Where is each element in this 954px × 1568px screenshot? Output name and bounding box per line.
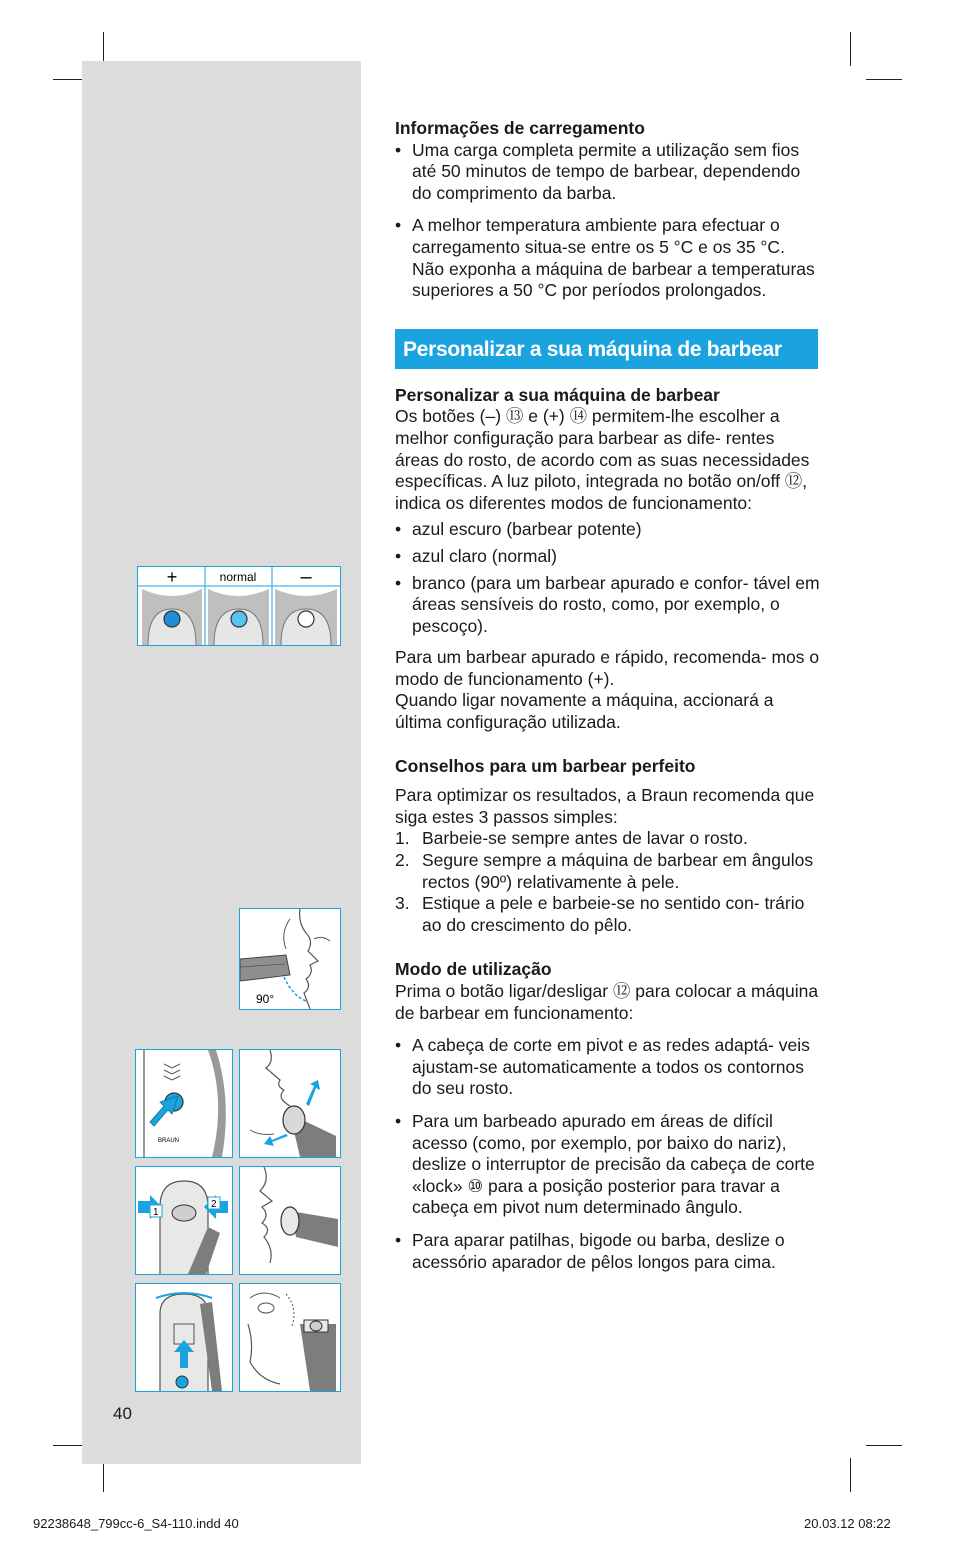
tips-step-number: 2. xyxy=(395,850,410,871)
mode-bullet: • azul claro (normal) xyxy=(395,546,820,568)
usage-bullet: • A cabeça de corte em pivot e as redes adaptá- veis ajustam-se automaticamente a todos os contornos do seu rosto. xyxy=(395,1035,820,1100)
usage-bullet: • Para aparar patilhas, bigode ou barba, deslize o acessório aparador de pêlos longos para cima. xyxy=(395,1230,820,1273)
crop-mark xyxy=(53,1445,82,1446)
lock-switch-figure xyxy=(135,1166,233,1275)
under-nose-figure xyxy=(239,1166,341,1275)
angle-figure xyxy=(239,908,341,1010)
tips-step-text: Segure sempre a máquina de barbear em ângulos rectos (90º) relativamente à pele. xyxy=(422,850,814,892)
tips-intro: Para optimizar os resultados, a Braun recomenda que siga estes 3 passos simples: xyxy=(395,785,815,827)
page-number: 40 xyxy=(113,1404,132,1423)
pivot-face-figure xyxy=(239,1049,341,1158)
usage-intro: Prima o botão ligar/desligar ⑫ para colocar a máquina de barbear em funcionamento: xyxy=(395,981,819,1023)
personalize-paragraph: Quando ligar novamente a máquina, accionará a última configuração utilizada. xyxy=(395,690,774,733)
personalize-paragraph: Para um barbear apurado e rápido, recomenda- mos o modo de funcionamento (+). xyxy=(395,647,820,689)
tips-step-number: 3. xyxy=(395,893,410,914)
footer-filename: 92238648_799cc-6_S4-110.indd 40 xyxy=(33,1516,239,1531)
dark-blue-mode-illustration xyxy=(142,589,202,645)
light-blue-mode-illustration xyxy=(208,589,269,645)
modes-figure xyxy=(137,566,341,646)
tips-step-text: Estique a pele e barbeie-se no sentido con- trário ao do crescimento do pêlo. xyxy=(422,893,805,935)
tips-heading: Conselhos para um barbear perfeito xyxy=(395,755,696,776)
usage-heading: Modo de utilização xyxy=(395,959,552,980)
personalize-banner: Personalizar a sua máquina de barbear xyxy=(395,329,818,369)
main-text-column xyxy=(395,118,820,1273)
crop-mark xyxy=(866,1445,902,1446)
tips-step-text: Barbeie-se sempre antes de lavar o rosto. xyxy=(422,828,748,849)
charging-bullet: • A melhor temperatura ambiente para efectuar o carregamento situa-se entre os 5 °C e os 35 °C. Não exponha a máquina de barbear a temperaturas superiores a 50 °C por períodos prolongados. xyxy=(395,215,820,301)
marker-two: 2 xyxy=(211,1199,217,1210)
normal-label: normal xyxy=(219,570,257,584)
minus-label: – xyxy=(300,567,312,588)
crop-mark xyxy=(850,32,851,66)
trimmer-slide-figure xyxy=(135,1283,233,1392)
charging-heading: Informações de carregamento xyxy=(395,118,645,138)
white-mode-illustration xyxy=(275,589,337,645)
crop-mark xyxy=(850,1458,851,1492)
usage-bullet: • Para um barbeado apurado em áreas de difícil acesso (como, por exemplo, por baixo do nariz), deslize o interruptor de precisão da cabeça de corte «lock» ⑩ para a posição posterior para travar a cabeça em pivot num determinado ângulo. xyxy=(395,1111,820,1219)
angle-label: 90° xyxy=(256,992,275,1006)
marker-one: 1 xyxy=(153,1207,159,1218)
brand-label: BRAUN xyxy=(158,1138,180,1144)
tips-step xyxy=(395,893,820,936)
tips-step-number: 1. xyxy=(395,828,410,849)
tips-step xyxy=(395,828,820,850)
charging-bullet: • Uma carga completa permite a utilização sem fios até 50 minutos de tempo de barbear, dependendo do comprimento da barba. xyxy=(395,140,820,205)
mode-bullet: • azul escuro (barbear potente) xyxy=(395,519,820,541)
crop-mark xyxy=(53,79,82,80)
personalize-intro: Os botões (–) ⑬ e (+) ⑭ permitem-lhe escolher a melhor configuração para barbear as dife- rentes áreas do rosto, de acordo com as suas necessidades específicas. A luz piloto, integrada no botão on/off ⑫, indica os diferentes modos de funcionamento: xyxy=(395,406,810,513)
mode-bullet: • branco (para um barbear apurado e confor- tável em áreas sensíveis do rosto, como, por exemplo, o pescoço). xyxy=(395,573,820,638)
footer-timestamp: 20.03.12 08:22 xyxy=(804,1516,891,1531)
power-button-figure xyxy=(135,1049,233,1158)
crop-mark xyxy=(866,79,902,80)
personalize-heading: Personalizar a sua máquina de barbear xyxy=(395,384,720,405)
tips-step xyxy=(395,850,820,893)
plus-label: + xyxy=(166,567,178,587)
sideburn-trim-figure xyxy=(239,1283,341,1392)
